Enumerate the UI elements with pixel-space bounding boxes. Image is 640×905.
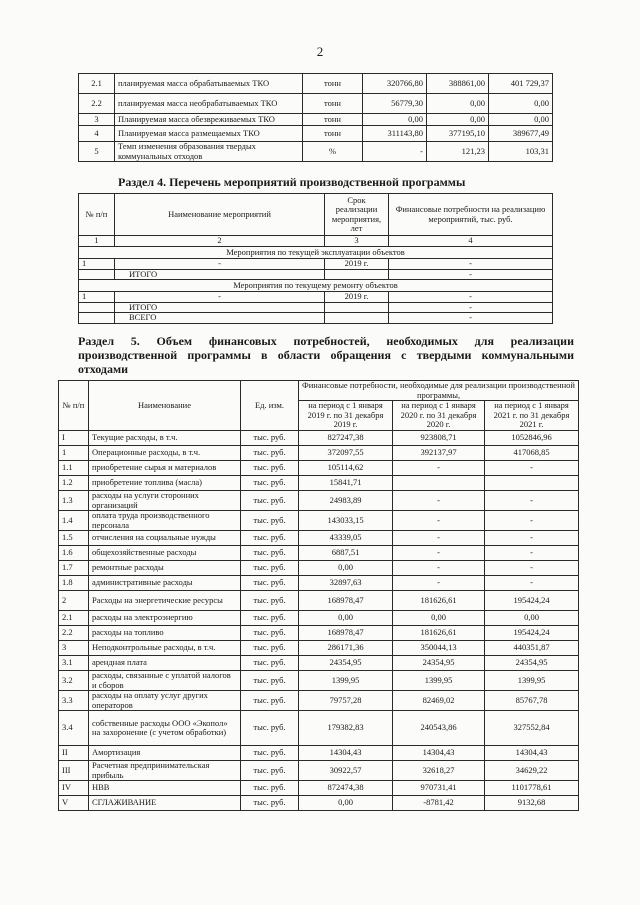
row-value-2021: 195424,24	[485, 591, 579, 611]
table-row	[59, 546, 579, 561]
grand-total-row	[79, 313, 553, 324]
row-unit: тыс. руб.	[241, 781, 299, 796]
row-value-2019: 168978,47	[299, 591, 393, 611]
row-value-2020: 923808,71	[393, 431, 485, 446]
table-row	[59, 641, 579, 656]
table-row	[59, 446, 579, 461]
row-value-2020: -	[393, 511, 485, 531]
row-value-2020: -	[393, 546, 485, 561]
row-name: -	[115, 259, 325, 270]
row-num: 3	[79, 114, 115, 126]
total-label: ИТОГО	[115, 302, 325, 313]
table-row	[79, 142, 553, 162]
row-value-2021: 440351,87	[485, 641, 579, 656]
row-num: 1.6	[59, 546, 89, 561]
row-unit: тыс. руб.	[241, 711, 299, 746]
row-num: II	[59, 746, 89, 761]
row-num: 1.2	[59, 476, 89, 491]
table-row	[59, 531, 579, 546]
header-period-2019: на период с 1 января 2019 г. по 31 декабря 2019 г.	[299, 401, 393, 431]
table-row	[59, 576, 579, 591]
table-row	[79, 94, 553, 114]
row-value-2019: 872474,38	[299, 781, 393, 796]
table-row	[59, 511, 579, 531]
row-num: III	[59, 761, 89, 781]
row-value-2020: 181626,61	[393, 626, 485, 641]
header-finance: Финансовые потребности, необходимые для реализации производственной программы,	[299, 381, 579, 401]
row-unit: тонн	[303, 94, 363, 114]
row-num: 3.1	[59, 656, 89, 671]
row-unit: тыс. руб.	[241, 591, 299, 611]
table-row	[79, 114, 553, 126]
table-row	[59, 656, 579, 671]
row-num: 1.5	[59, 531, 89, 546]
row-name: -	[115, 292, 325, 303]
row-num: IV	[59, 781, 89, 796]
row-unit: тыс. руб.	[241, 691, 299, 711]
row-num: 2.1	[79, 74, 115, 94]
row-num: 3.2	[59, 671, 89, 691]
row-num: 1.1	[59, 461, 89, 476]
row-unit: тыс. руб.	[241, 461, 299, 476]
row-name: приобретение топлива (масла)	[89, 476, 241, 491]
table-row	[59, 671, 579, 691]
row-value-2020: 350044,13	[393, 641, 485, 656]
row-num: 1.3	[59, 491, 89, 511]
row-num: 1	[59, 446, 89, 461]
group-title: Мероприятия по текущему ремонту объектов	[79, 280, 553, 292]
row-term: 2019 г.	[325, 292, 389, 303]
row-name: общехозяйственные расходы	[89, 546, 241, 561]
row-num: 4	[79, 126, 115, 142]
row-num: 2.1	[59, 611, 89, 626]
row-value-2020: 377195,10	[427, 126, 489, 142]
col-number: 3	[325, 236, 389, 247]
mass-table	[78, 73, 553, 162]
row-value-2019: 827247,38	[299, 431, 393, 446]
row-value-2021: -	[485, 511, 579, 531]
row-value-2021: 1101778,61	[485, 781, 579, 796]
row-value-2020: 32618,27	[393, 761, 485, 781]
row-name: расходы на услуги сторонних организаций	[89, 491, 241, 511]
row-value-2021: 24354,95	[485, 656, 579, 671]
row-unit: тыс. руб.	[241, 761, 299, 781]
row-value-2021: 0,00	[485, 611, 579, 626]
grand-total-label: ВСЕГО	[115, 313, 325, 324]
row-num: 3.4	[59, 711, 89, 746]
total-value: -	[389, 302, 553, 313]
row-value-2019: 1399,95	[299, 671, 393, 691]
row-num: 2.2	[79, 94, 115, 114]
row-value-2020: 240543,86	[393, 711, 485, 746]
row-num: 1.4	[59, 511, 89, 531]
row-value-2019: 24354,95	[299, 656, 393, 671]
total-row	[79, 302, 553, 313]
row-value-2020: -	[393, 531, 485, 546]
row-name: Расходы на энергетические ресурсы	[89, 591, 241, 611]
row-name: ремонтные расходы	[89, 561, 241, 576]
header-num: № п/п	[59, 381, 89, 431]
row-value-2019: 286171,36	[299, 641, 393, 656]
row-value-2020: 181626,61	[393, 591, 485, 611]
row-num: I	[59, 431, 89, 446]
table-row	[59, 561, 579, 576]
row-num: 1.8	[59, 576, 89, 591]
total-value: -	[389, 269, 553, 280]
row-value-2020: 392137,97	[393, 446, 485, 461]
row-unit: тыс. руб.	[241, 576, 299, 591]
header-unit: Ед. изм.	[241, 381, 299, 431]
row-unit: тонн	[303, 126, 363, 142]
row-value-2019: -	[363, 142, 427, 162]
row-value-2021: 327552,84	[485, 711, 579, 746]
row-unit: тыс. руб.	[241, 746, 299, 761]
row-num: 1.7	[59, 561, 89, 576]
row-value-2020: -	[393, 491, 485, 511]
row-name: собственные расходы ООО «Экопол» на захоронение (с учетом обработки)	[89, 711, 241, 746]
row-value-2019: 56779,30	[363, 94, 427, 114]
finance-table	[58, 380, 579, 811]
group-title: Мероприятия по текущей эксплуатации объектов	[79, 247, 553, 259]
row-name: административные расходы	[89, 576, 241, 591]
row-name: Темп изменения образования твердых коммунальных отходов	[115, 142, 303, 162]
table-row	[79, 259, 553, 270]
row-value-2019: 168978,47	[299, 626, 393, 641]
row-value-2021: 1052846,96	[485, 431, 579, 446]
row-num: 2	[59, 591, 89, 611]
row-name: Амортизация	[89, 746, 241, 761]
row-unit: тонн	[303, 74, 363, 94]
row-unit: %	[303, 142, 363, 162]
row-value-2020: 82469,02	[393, 691, 485, 711]
total-row	[79, 269, 553, 280]
table-row	[59, 711, 579, 746]
row-value: -	[389, 292, 553, 303]
row-name: Расчетная предпринимательская прибыль	[89, 761, 241, 781]
row-num: 2.2	[59, 626, 89, 641]
row-unit: тыс. руб.	[241, 491, 299, 511]
row-num: 5	[79, 142, 115, 162]
row-value-2021: 85767,78	[485, 691, 579, 711]
row-value-2020	[393, 476, 485, 491]
row-value-2021: -	[485, 576, 579, 591]
row-name: НВВ	[89, 781, 241, 796]
col-number: 2	[115, 236, 325, 247]
table-row	[59, 461, 579, 476]
page-number: 2	[316, 44, 324, 59]
row-value-2021: 401 729,37	[489, 74, 553, 94]
row-unit: тыс. руб.	[241, 511, 299, 531]
row-name: арендная плата	[89, 656, 241, 671]
row-unit: тыс. руб.	[241, 446, 299, 461]
table-row	[59, 431, 579, 446]
row-unit: тыс. руб.	[241, 656, 299, 671]
row-name: планируемая масса необрабатываемых ТКО	[115, 94, 303, 114]
row-value-2020: 121,23	[427, 142, 489, 162]
row-value-2021: -	[485, 461, 579, 476]
row-value-2019: 24983,89	[299, 491, 393, 511]
row-value-2019: 32897,63	[299, 576, 393, 591]
grand-total-value: -	[389, 313, 553, 324]
row-num: 3.3	[59, 691, 89, 711]
row-name: СГЛАЖИВАНИЕ	[89, 796, 241, 811]
row-value-2021: -	[485, 531, 579, 546]
row-value-2021: 1399,95	[485, 671, 579, 691]
row-unit: тыс. руб.	[241, 641, 299, 656]
table-row	[59, 781, 579, 796]
row-unit: тыс. руб.	[241, 476, 299, 491]
measures-table	[78, 193, 553, 324]
row-name: расходы, связанные с уплатой налогов и сборов	[89, 671, 241, 691]
row-num: 1	[79, 292, 115, 303]
row-value-2021: 103,31	[489, 142, 553, 162]
col-number: 1	[79, 236, 115, 247]
row-value-2019: 0,00	[363, 114, 427, 126]
row-value-2020: -	[393, 576, 485, 591]
row-name: расходы на топливо	[89, 626, 241, 641]
row-value-2021: 417068,85	[485, 446, 579, 461]
row-term: 2019 г.	[325, 259, 389, 270]
row-value-2019: 372097,55	[299, 446, 393, 461]
row-value-2021: -	[485, 561, 579, 576]
table-row	[79, 292, 553, 303]
header-period-2020: на период с 1 января 2020 г. по 31 декабря 2020 г.	[393, 401, 485, 431]
row-value-2019: 320766,80	[363, 74, 427, 94]
header-name: Наименование мероприятий	[115, 194, 325, 236]
row-name: приобретение сырья и материалов	[89, 461, 241, 476]
row-value-2020: 14304,43	[393, 746, 485, 761]
row-num: V	[59, 796, 89, 811]
header-num: № п/п	[79, 194, 115, 236]
row-unit: тыс. руб.	[241, 611, 299, 626]
table-row	[59, 796, 579, 811]
row-value-2019: 0,00	[299, 561, 393, 576]
row-value-2019: 143033,15	[299, 511, 393, 531]
row-name: Операционные расходы, в т.ч.	[89, 446, 241, 461]
row-unit: тыс. руб.	[241, 531, 299, 546]
row-value: -	[389, 259, 553, 270]
row-value-2019: 105114,62	[299, 461, 393, 476]
row-unit: тыс. руб.	[241, 561, 299, 576]
row-value-2021: -	[485, 546, 579, 561]
table-row	[59, 746, 579, 761]
header-period-2021: на период с 1 января 2021 г. по 31 декабря 2021 г.	[485, 401, 579, 431]
row-name: оплата труда производственного персонала	[89, 511, 241, 531]
row-name: Планируемая масса размещаемых ТКО	[115, 126, 303, 142]
col-number: 4	[389, 236, 553, 247]
row-value-2021: 389677,49	[489, 126, 553, 142]
row-value-2020: -	[393, 461, 485, 476]
row-value-2019: 179382,83	[299, 711, 393, 746]
row-value-2019: 79757,28	[299, 691, 393, 711]
table-row	[59, 491, 579, 511]
row-name: расходы на электроэнергию	[89, 611, 241, 626]
row-value-2021: 9132,68	[485, 796, 579, 811]
row-value-2019: 15841,71	[299, 476, 393, 491]
row-name: расходы на оплату услуг других операторов	[89, 691, 241, 711]
row-num: 3	[59, 641, 89, 656]
row-value-2020: 1399,95	[393, 671, 485, 691]
row-value-2021: 195424,24	[485, 626, 579, 641]
row-value-2021: 34629,22	[485, 761, 579, 781]
row-value-2020: 0,00	[393, 611, 485, 626]
table-row	[79, 74, 553, 94]
row-value-2020: 388861,00	[427, 74, 489, 94]
row-value-2020: 24354,95	[393, 656, 485, 671]
table-row	[59, 591, 579, 611]
row-value-2019: 6887,51	[299, 546, 393, 561]
table-row	[59, 761, 579, 781]
row-unit: тыс. руб.	[241, 626, 299, 641]
row-value-2020: -	[393, 561, 485, 576]
total-label: ИТОГО	[115, 269, 325, 280]
row-value-2019: 43339,05	[299, 531, 393, 546]
table-row	[59, 691, 579, 711]
section4-title: Раздел 4. Перечень мероприятий производственной программы	[118, 175, 466, 189]
row-unit: тыс. руб.	[241, 671, 299, 691]
row-name: Планируемая масса обезвреживаемых ТКО	[115, 114, 303, 126]
row-value-2021: 0,00	[489, 94, 553, 114]
header-finance: Финансовые потребности на реализацию мероприятий, тыс. руб.	[389, 194, 553, 236]
row-num: 1	[79, 259, 115, 270]
row-value-2021	[485, 476, 579, 491]
row-value-2021: 14304,43	[485, 746, 579, 761]
row-unit: тыс. руб.	[241, 796, 299, 811]
row-name: Неподконтрольные расходы, в т.ч.	[89, 641, 241, 656]
row-value-2019: 14304,43	[299, 746, 393, 761]
table-row	[59, 626, 579, 641]
section5-title: Раздел 5. Объем финансовых потребностей, необходимых для реализации производственной программы в области обращения с твердыми коммунальными отходами	[78, 334, 574, 376]
row-name: отчисления на социальные нужды	[89, 531, 241, 546]
row-value-2019: 30922,57	[299, 761, 393, 781]
row-unit: тыс. руб.	[241, 431, 299, 446]
row-value-2019: 0,00	[299, 796, 393, 811]
table-row	[59, 611, 579, 626]
row-value-2021: 0,00	[489, 114, 553, 126]
table-row	[79, 126, 553, 142]
row-value-2020: -8781,42	[393, 796, 485, 811]
row-unit: тонн	[303, 114, 363, 126]
row-name: планируемая масса обрабатываемых ТКО	[115, 74, 303, 94]
table-row	[59, 476, 579, 491]
row-value-2020: 0,00	[427, 94, 489, 114]
row-unit: тыс. руб.	[241, 546, 299, 561]
row-value-2021: -	[485, 491, 579, 511]
row-value-2020: 970731,41	[393, 781, 485, 796]
row-value-2019: 0,00	[299, 611, 393, 626]
row-value-2019: 311143,80	[363, 126, 427, 142]
row-value-2020: 0,00	[427, 114, 489, 126]
header-name: Наименование	[89, 381, 241, 431]
header-term: Срок реализации мероприятия, лет	[325, 194, 389, 236]
row-name: Текущие расходы, в т.ч.	[89, 431, 241, 446]
